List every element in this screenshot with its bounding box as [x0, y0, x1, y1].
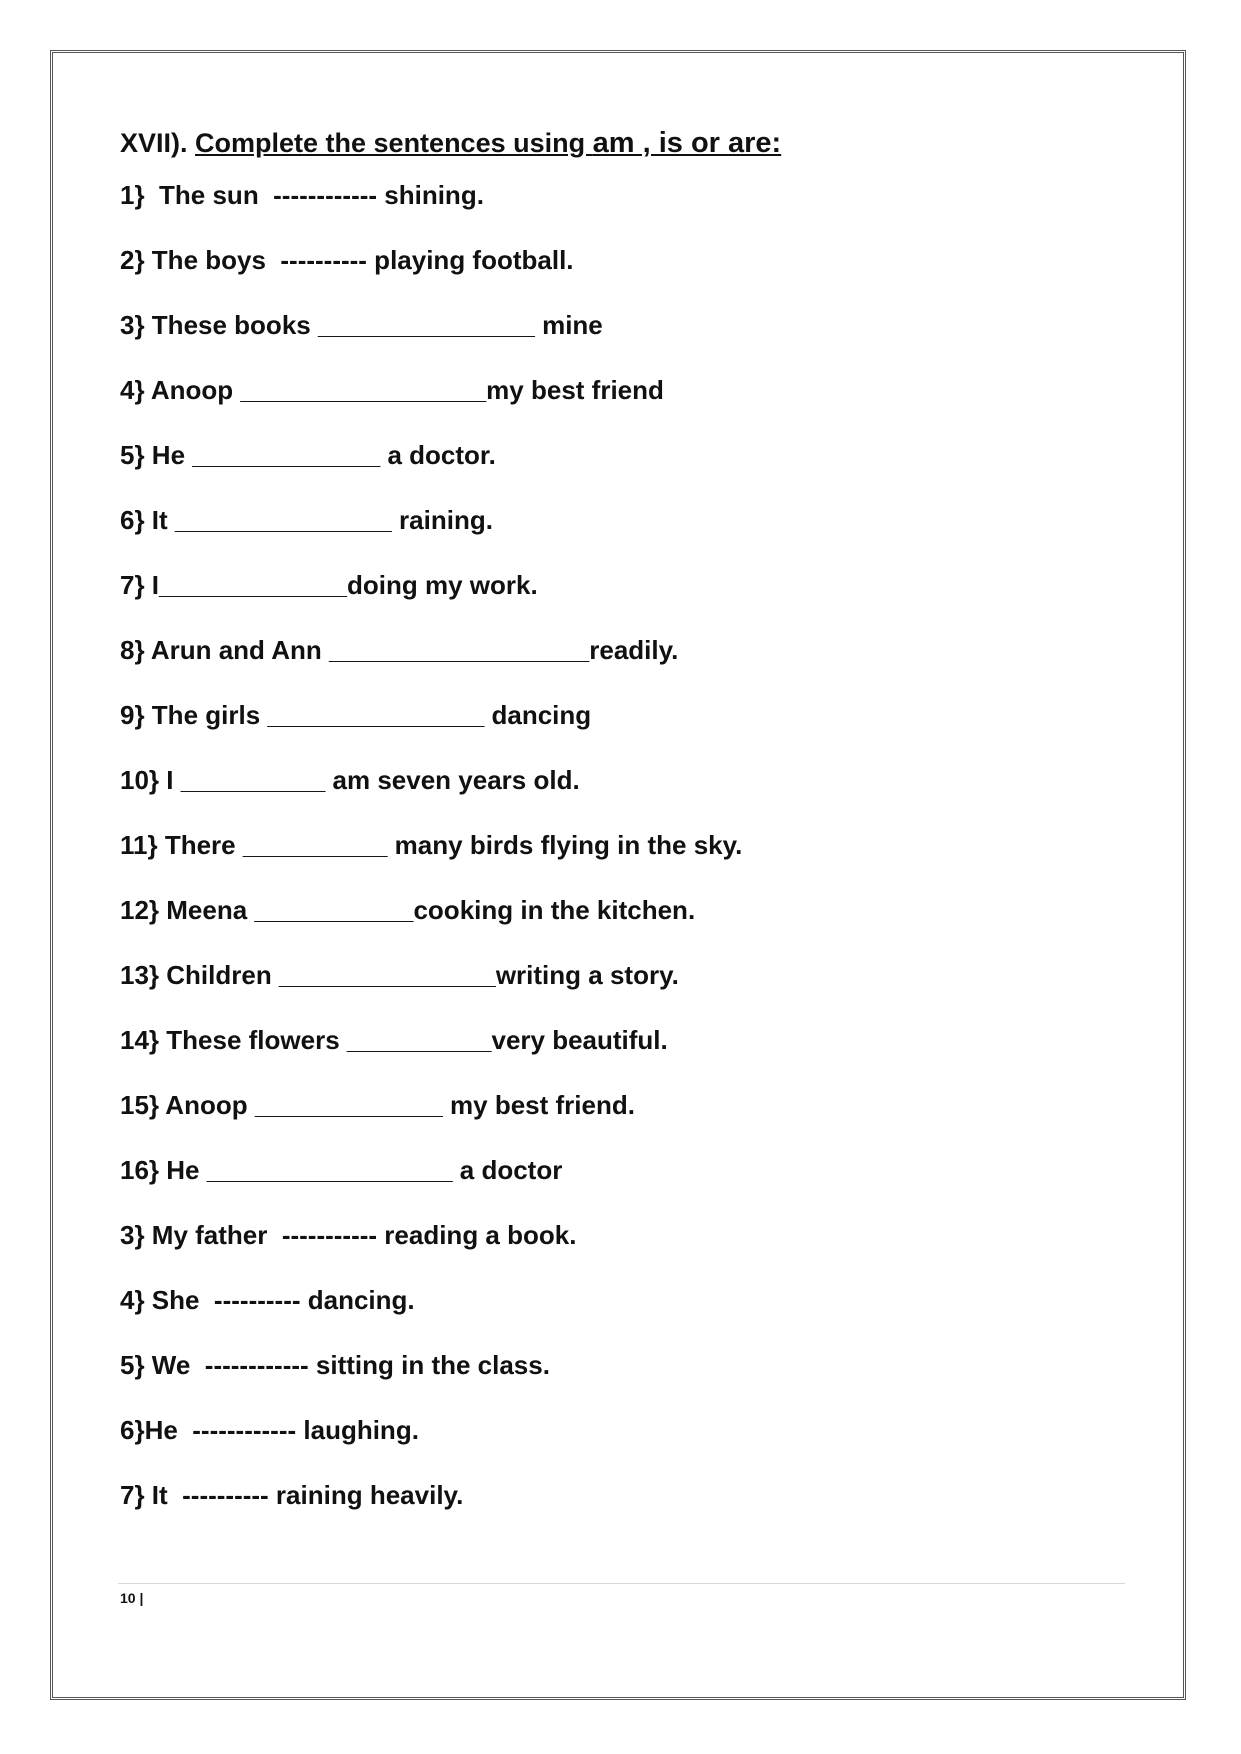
sentence-item: 10} I __________ am seven years old. — [120, 765, 580, 795]
exercise-number: XVII). — [120, 128, 196, 158]
instruction-keywords: am , is or are: — [592, 127, 782, 159]
instruction-text: Complete the sentences using — [195, 128, 593, 158]
sentence-item: 16} He _________________ a doctor — [120, 1155, 563, 1185]
sentence-item: 3} These books _______________ mine — [120, 310, 603, 340]
sentence-list — [120, 180, 1120, 1545]
exercise-heading — [120, 118, 1120, 168]
sentence-item: 6}He ------------ laughing. — [120, 1415, 419, 1445]
sentence-item: 2} The boys ---------- playing football. — [120, 245, 574, 275]
sentence-item: 14} These flowers __________very beautiful. — [120, 1025, 668, 1055]
sentence-item: 4} She ---------- dancing. — [120, 1285, 415, 1315]
worksheet-content — [120, 118, 1120, 1545]
sentence-item: 7} It ---------- raining heavily. — [120, 1480, 464, 1510]
sentence-item: 8} Arun and Ann __________________readily. — [120, 635, 679, 665]
sentence-item: 5} He _____________ a doctor. — [120, 440, 496, 470]
sentence-item: 7} I_____________doing my work. — [120, 570, 538, 600]
sentence-item: 11} There __________ many birds flying in the sky. — [120, 830, 743, 860]
exercise-instruction — [195, 128, 781, 158]
sentence-item: 4} Anoop _________________my best friend — [120, 375, 664, 405]
sentence-item: 13} Children _______________writing a story. — [120, 960, 679, 990]
sentence-item: 9} The girls _______________ dancing — [120, 700, 592, 730]
footer-divider — [118, 1583, 1125, 1584]
sentence-item: 1} The sun ------------ shining. — [120, 180, 484, 210]
sentence-item: 3} My father ----------- reading a book. — [120, 1220, 577, 1250]
sentence-item: 12} Meena ___________cooking in the kitchen. — [120, 895, 696, 925]
page-number: 10 | — [120, 1590, 144, 1606]
sentence-item: 5} We ------------ sitting in the class. — [120, 1350, 550, 1380]
sentence-item: 6} It _______________ raining. — [120, 505, 493, 535]
sentence-item: 15} Anoop _____________ my best friend. — [120, 1090, 635, 1120]
